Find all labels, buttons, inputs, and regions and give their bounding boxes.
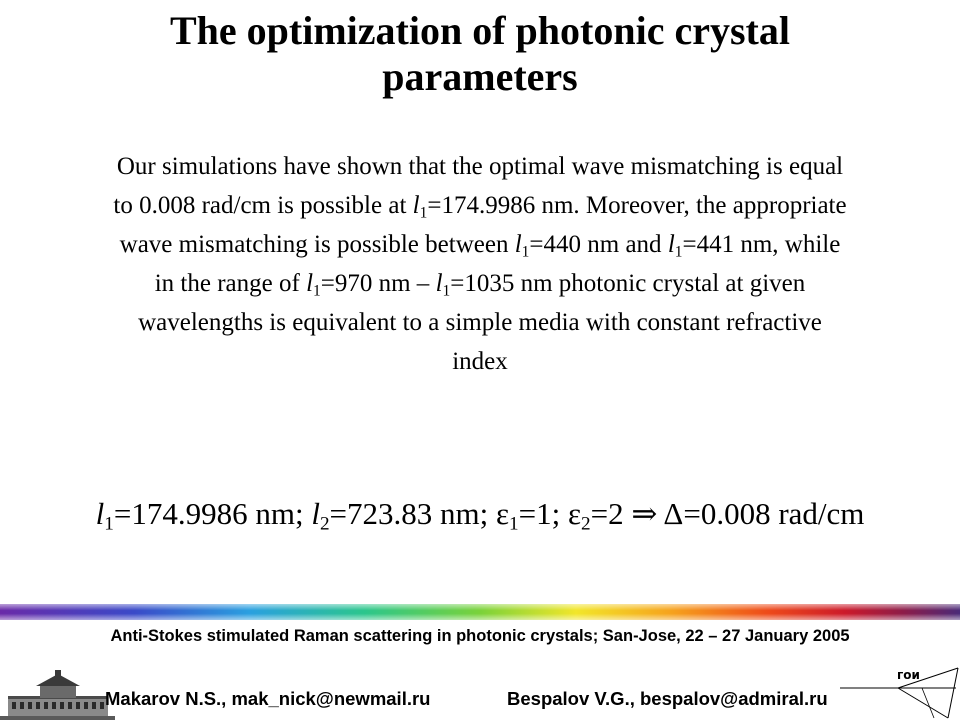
slide-title-line-1: The optimization of photonic crystal: [170, 8, 790, 53]
slide-title: [0, 8, 960, 100]
conference-caption: Anti-Stokes stimulated Raman scattering in photonic crystals; San-Jose, 22 – 27 January 2005: [110, 627, 850, 645]
goi-logo-text: гои: [897, 668, 920, 682]
body-paragraph: [0, 147, 960, 381]
body-line-5: wavelengths is equivalent to a simple media with constant refractive: [138, 309, 822, 336]
body-line-6: index: [452, 348, 508, 375]
result-formula: $l_1=174.9986$ nm; $l_2=723.83$ nm; $\varepsilon_1=1$; $\varepsilon_2=2$ ⇒ Δ=0.008 rad/cm: [95, 496, 865, 535]
body-line-1: Our simulations have shown that the optimal wave mismatching is equal: [116, 153, 844, 180]
body-line-4: in the range of $l_1=970$ nm – $l_1=1035$ nm photonic crystal at given: [154, 270, 806, 300]
author-1: Makarov N.S., mak_nick@newmail.ru: [105, 688, 431, 709]
var-l: l: [412, 192, 420, 219]
body-line-3: wave mismatching is possible between $l_1=440$ nm and $l_1=441$ nm, while: [119, 231, 841, 261]
author-2: Bespalov V.G., bespalov@admiral.ru: [507, 688, 828, 709]
author-line: [105, 684, 845, 714]
rainbow-divider: [0, 604, 960, 620]
body-line-2: to 0.008 rad/cm is possible at $l_1=174.9986$ nm. Moreover, the appropriate: [113, 192, 847, 222]
slide-title-line-2: parameters: [382, 54, 578, 99]
university-building-logo: [0, 670, 115, 720]
